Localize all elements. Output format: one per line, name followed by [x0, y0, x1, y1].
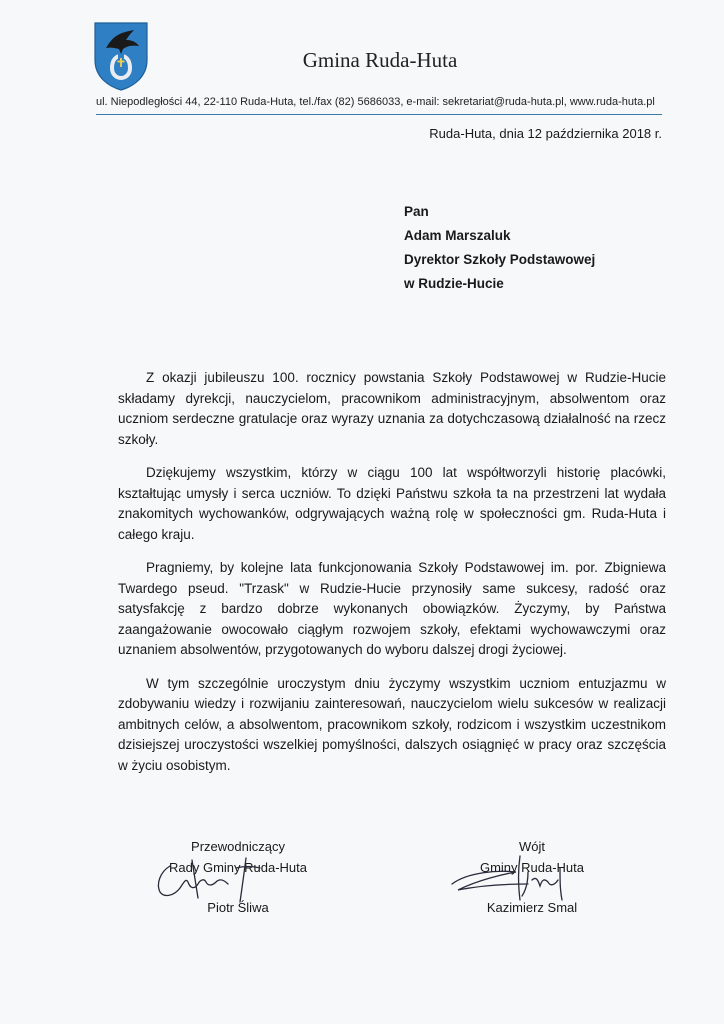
recipient-name: Adam Marszaluk [404, 228, 511, 243]
signature-title: Przewodniczący [191, 839, 285, 854]
body-paragraph: W tym szczególnie uroczystym dniu życzymy wszystkim uczniom entuzjazmu w zdobywaniu wiedzy i rozwijaniu zainteresowań, nauczycielom wielu sukcesów w realizacji ambitnych celów, a absolwentom, pracownikom szkoły, rodzicom i wszystkim uczestnikom dzisiejszej uroczystości wszelkiej pomyślności, dalszych osiągnięć w pracy oraz szczęścia w życiu osobistym. [118, 675, 666, 773]
letter-body [118, 368, 666, 789]
address-line: ul. Niepodległości 44, 22-110 Ruda-Huta, tel./fax (82) 5686033, e-mail: sekretariat@ruda-huta.pl, www.ruda-huta.pl [96, 96, 655, 108]
coat-of-arms-icon [92, 20, 150, 92]
signature-body: Rady Gminy Ruda-Huta [169, 860, 307, 875]
signature-body: Gminy Ruda-Huta [479, 860, 585, 875]
signature-name: Piotr Śliwa [207, 900, 269, 915]
recipient-position: Dyrektor Szkoły Podstawowej [404, 252, 596, 267]
recipient-block [404, 200, 684, 296]
header-divider [96, 114, 662, 115]
recipient-place: w Rudzie-Hucie [404, 276, 504, 291]
signature-block-mayor [452, 836, 612, 918]
signature-name: Kazimierz Smal [486, 900, 578, 915]
date-line: Ruda-Huta, dnia 12 października 2018 r. [429, 126, 662, 141]
organization-title: Gmina Ruda-Huta [302, 48, 458, 72]
recipient-salutation: Pan [404, 204, 429, 219]
body-paragraph: Z okazji jubileuszu 100. rocznicy powstania Szkoły Podstawowej w Rudzie-Hucie składamy dyrekcji, nauczycielom, pracownikom administracyjnym, absolwentom oraz uczniom serdeczne gratulacje oraz wyrazy uznania za dotychczasową działalność na rzecz szkoły. [118, 370, 666, 447]
body-paragraph: Dziękujemy wszystkim, którzy w ciągu 100 lat współtworzyli historię placówki, kształtując umysły i serca uczniów. To dzięki Państwu szkoła ta na przestrzeni lat wydała znakomitych wychowanków, odgrywających ważną rolę w społeczności gm. Ruda-Huta i całego kraju. [118, 465, 666, 542]
signature-block-chairman [148, 836, 328, 918]
signature-title: Wójt [519, 839, 545, 854]
body-paragraph: Pragniemy, by kolejne lata funkcjonowania Szkoły Podstawowej im. por. Zbigniewa Twardego pseud. "Trzask" w Rudzie-Hucie przynosiły same sukcesy, radość oraz satysfakcję z bardzo dobrze wykonanych obowiązków. Życzymy, by Państwa zaangażowanie owocowało ciągłym rozwojem szkoły, efektami wychowawczymi oraz uznaniem absolwentów, przygotowanych do wyboru dalszej drogi życiowej. [118, 560, 666, 657]
